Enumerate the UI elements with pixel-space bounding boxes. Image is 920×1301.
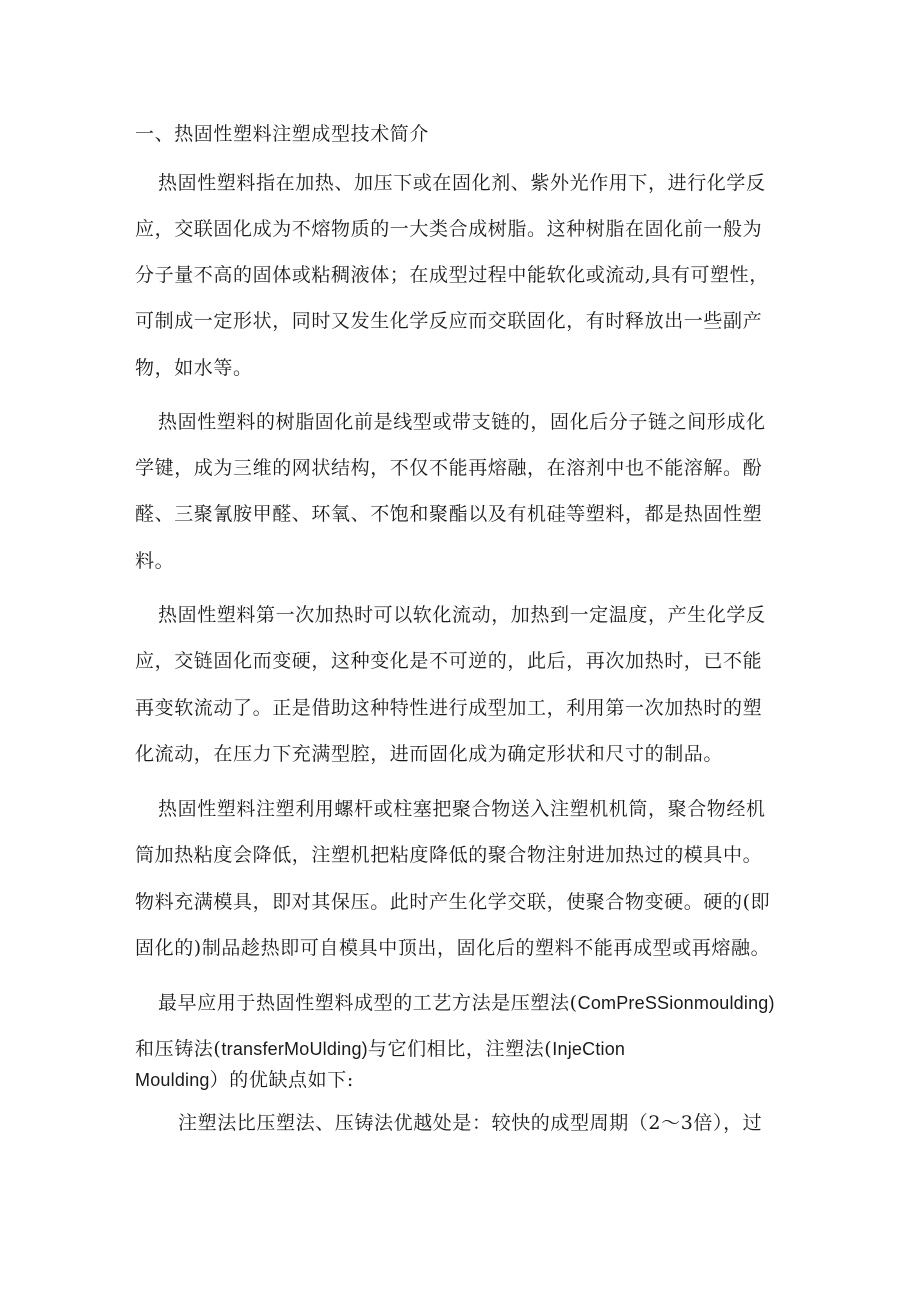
paragraph-2-line-1: 热固性塑料的树脂固化前是线型或带支链的，固化后分子链之间形成化 [158,411,766,433]
paragraph-5-line-3-text: ）的优缺点如下: [209,1069,354,1091]
paragraph-5-line-2-latin-a: transferMoUlding) [221,1039,368,1059]
paragraph-1-line-3: 分子量不高的固体或粘稠液体；在成型过程中能软化或流动,具有可塑性， [135,264,769,286]
paragraph-5-line-2-latin-b: InjeCtion [552,1039,626,1059]
paragraph-3-line-1: 热固性塑料第一次加热时可以软化流动，加热到一定温度，产生化学反 [158,604,766,626]
paragraph-4-line-3: 物料充满模具，即对其保压。此时产生化学交联，使聚合物变硬。硬的(即 [135,891,771,913]
paragraph-2-line-4: 料。 [135,550,175,572]
paragraph-4-line-4: 固化的)制品趁热即可自模具中顶出，固化后的塑料不能再成型或再熔融。 [135,937,771,959]
paragraph-5-line-1-text: 最早应用于热固性塑料成型的工艺方法是压塑法( [158,992,578,1014]
paragraph-5-line-2-text-b: 与它们相比，注塑法( [367,1038,553,1060]
paragraph-1-line-5: 物，如水等。 [135,357,253,379]
paragraph-5-line-2 [135,1037,625,1061]
paragraph-1-line-1: 热固性塑料指在加热、加压下或在固化剂、紫外光作用下，进行化学反 [158,172,766,194]
paragraph-5-line-3-latin: Moulding [135,1070,210,1090]
paragraph-3-line-3: 再变软流动了。正是借助这种特性进行成型加工，利用第一次加热时的塑 [135,697,763,719]
paragraph-5-line-3 [135,1068,354,1092]
paragraph-5-line-2-text-a: 和压铸法( [135,1038,222,1060]
paragraph-4-line-1: 热固性塑料注塑利用螺杆或柱塞把聚合物送入注塑机机筒，聚合物经机 [158,798,766,820]
paragraph-6-line-1: 注塑法比压塑法、压铸法优越处是：较快的成型周期（2～3倍），过 [178,1112,763,1134]
paragraph-2-line-2: 学键，成为三维的网状结构，不仅不能再熔融，在溶剂中也不能溶解。酚 [135,457,763,479]
paragraph-3-line-4: 化流动，在压力下充满型腔，进而固化成为确定形状和尺寸的制品。 [135,743,724,765]
paragraph-1-line-2: 应，交联固化成为不熔物质的一大类合成树脂。这种树脂在固化前一般为 [135,218,763,240]
paragraph-2-line-3: 醛、三聚氰胺甲醛、环氧、不饱和聚酯以及有机硅等塑料，都是热固性塑 [135,503,763,525]
paragraph-1-line-4: 可制成一定形状，同时又发生化学反应而交联固化，有时释放出一些副产 [135,310,763,332]
paragraph-4-line-2: 筒加热粘度会降低，注塑机把粘度降低的聚合物注射进加热过的模具中。 [135,844,763,866]
paragraph-3-line-2: 应，交链固化而变硬，这种变化是不可逆的，此后，再次加热时，已不能 [135,650,763,672]
paragraph-5-line-1-latin: ComPreSSionmoulding) [577,993,775,1013]
paragraph-5-line-1 [158,991,775,1015]
section-heading: 一、热固性塑料注塑成型技术简介 [135,123,430,145]
